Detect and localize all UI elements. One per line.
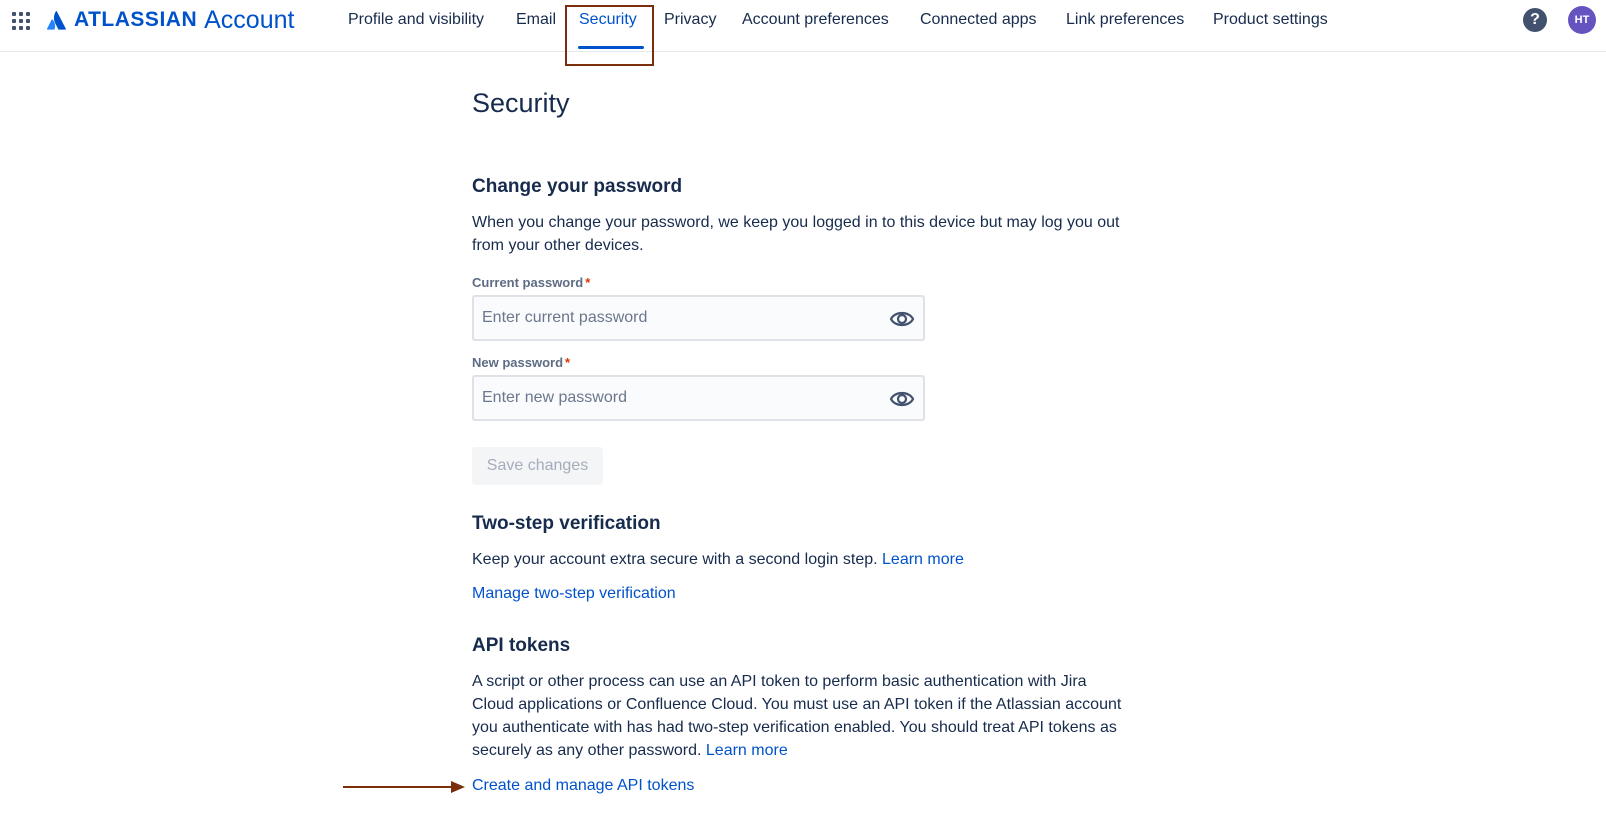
new-password-label-text: New password [472, 355, 564, 370]
brand-name: ATLASSIAN [74, 8, 198, 31]
tab-account-preferences[interactable]: Account preferences [742, 11, 889, 28]
current-password-label-text: Current password [472, 275, 584, 290]
new-password-field [472, 375, 925, 421]
tab-link-preferences[interactable]: Link preferences [1066, 11, 1185, 28]
tab-security[interactable]: Security [579, 11, 637, 28]
brand-product: Account [204, 5, 295, 34]
new-password-input[interactable] [482, 377, 882, 419]
atlassian-account-logo[interactable] [46, 6, 294, 34]
current-password-label [472, 275, 590, 290]
avatar[interactable]: HT [1568, 6, 1596, 34]
change-password-description: When you change your password, we keep you logged in to this device but may log you out from your other devices. [472, 214, 1120, 254]
top-navigation [0, 0, 1606, 52]
current-password-input[interactable] [482, 297, 882, 339]
help-icon[interactable]: ? [1523, 8, 1547, 32]
two-step-description: Keep your account extra secure with a second login step. [472, 551, 878, 568]
create-manage-api-tokens-link[interactable]: Create and manage API tokens [472, 777, 695, 794]
api-tokens-heading: API tokens [472, 635, 571, 656]
two-step-description-row [472, 548, 1132, 571]
tab-email[interactable]: Email [516, 11, 557, 28]
eye-icon[interactable] [889, 387, 915, 411]
app-switcher-icon[interactable] [12, 12, 32, 32]
atlassian-logo-icon [46, 9, 68, 31]
change-password-heading: Change your password [472, 176, 683, 197]
current-password-field [472, 295, 925, 341]
new-password-label [472, 355, 570, 370]
two-step-heading: Two-step verification [472, 513, 661, 534]
tab-privacy[interactable]: Privacy [664, 11, 717, 28]
manage-two-step-link[interactable]: Manage two-step verification [472, 585, 676, 602]
required-marker: * [565, 355, 571, 370]
tab-connected-apps[interactable]: Connected apps [920, 11, 1037, 28]
tab-profile-and-visibility[interactable]: Profile and visibility [348, 11, 485, 28]
api-tokens-description-row [472, 670, 1132, 762]
save-changes-button[interactable]: Save changes [472, 447, 603, 485]
required-marker: * [585, 275, 591, 290]
page-title: Security [472, 88, 570, 118]
tab-product-settings[interactable]: Product settings [1213, 11, 1328, 28]
api-tokens-description: A script or other process can use an API token to perform basic authentication with Jira Cloud applications or Confluence Cloud. You must use an API token if the Atlassian account you authenticate with has had two-step verification enabled. You should treat API tokens as securely as any other password. [472, 673, 1122, 759]
api-tokens-learn-more-link[interactable]: Learn more [705, 742, 788, 759]
arrow-annotation-icon [343, 780, 465, 794]
eye-icon[interactable] [889, 307, 915, 331]
annotation-highlight-box [565, 5, 654, 66]
two-step-learn-more-link[interactable]: Learn more [882, 551, 964, 568]
